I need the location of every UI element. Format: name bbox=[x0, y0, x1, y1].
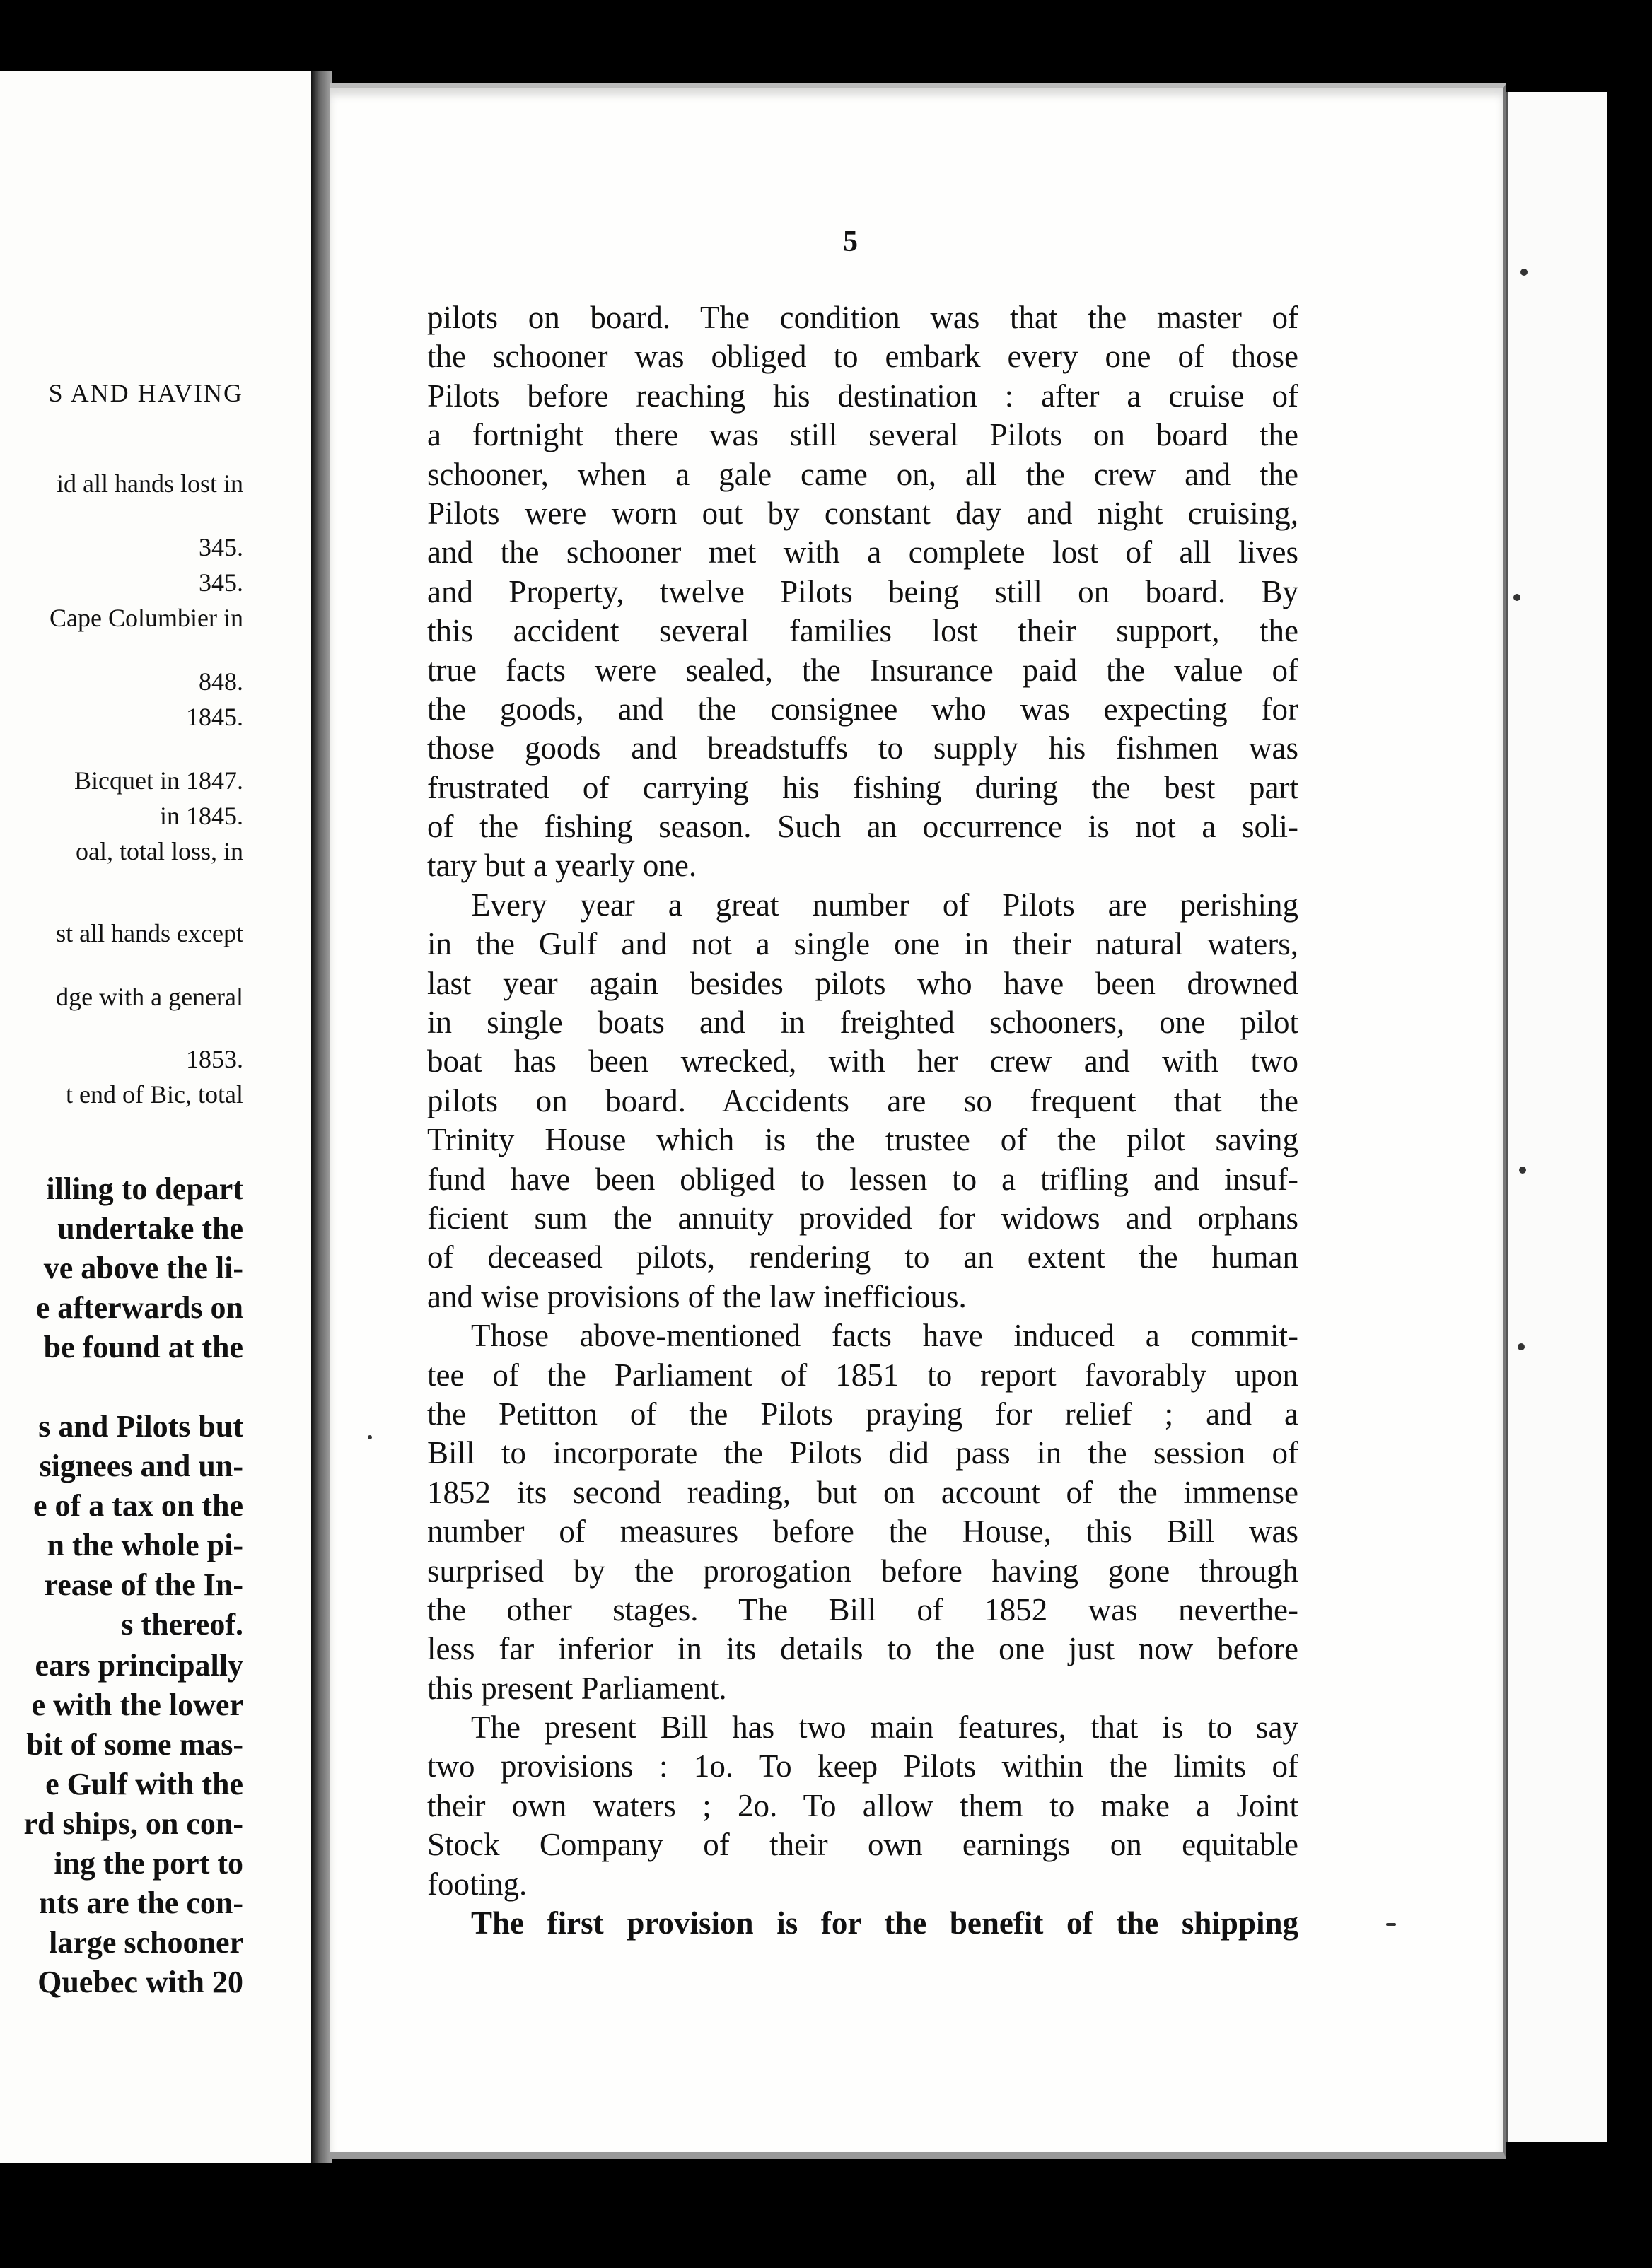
text-line: their own waters ; 2o. To allow them to make a Joint bbox=[427, 1787, 1298, 1823]
text-line: in single boats and in freighted schooners, one pilot bbox=[427, 1005, 1298, 1041]
text-line: of the fishing season. Such an occurrence is not a soli- bbox=[427, 809, 1298, 845]
left-line: e with the lower bbox=[31, 1688, 243, 1722]
text-line: Pilots before reaching his destination : after a cruise of bbox=[427, 378, 1298, 414]
right-page-edge bbox=[1506, 92, 1607, 2142]
text-line: and Property, twelve Pilots being still on board. By bbox=[427, 573, 1298, 609]
left-line: ears principally bbox=[35, 1648, 243, 1683]
left-line: id all hands lost in bbox=[57, 469, 243, 498]
text-line: in the Gulf and not a single one in their natural waters, bbox=[427, 926, 1298, 962]
left-line: S AND HAVING bbox=[48, 379, 243, 407]
left-line: e Gulf with the bbox=[45, 1767, 243, 1801]
left-line: ve above the li- bbox=[43, 1251, 243, 1285]
text-line: the other stages. The Bill of 1852 was neverthe- bbox=[427, 1591, 1298, 1627]
text-line: number of measures before the House, this Bill was bbox=[427, 1514, 1298, 1550]
left-line: n the whole pi- bbox=[47, 1528, 243, 1562]
left-line: illing to depart bbox=[46, 1171, 243, 1206]
text-line: Pilots were worn out by constant day and night cruising, bbox=[427, 495, 1298, 531]
text-line: and the schooner met with a complete lost of all lives bbox=[427, 534, 1298, 571]
body-text bbox=[427, 298, 1298, 1943]
left-line: 1845. bbox=[186, 703, 243, 731]
text-line: boat has been wrecked, with her crew and with two bbox=[427, 1044, 1298, 1080]
text-line: tary but a yearly one. bbox=[427, 848, 697, 884]
left-line: st all hands except bbox=[56, 919, 243, 947]
scan-speck bbox=[1386, 1923, 1396, 1926]
left-line: dge with a general bbox=[56, 983, 243, 1011]
left-line: bit of some mas- bbox=[26, 1727, 243, 1762]
left-line: t end of Bic, total bbox=[66, 1080, 243, 1109]
left-line: Cape Columbier in bbox=[50, 604, 243, 632]
scan-speck bbox=[1520, 269, 1528, 276]
text-line: two provisions : 1o. To keep Pilots within the limits of bbox=[427, 1748, 1298, 1784]
text-line: pilots on board. Accidents are so frequent that the bbox=[427, 1082, 1298, 1118]
left-line: s thereof. bbox=[121, 1607, 243, 1642]
text-line: Bill to incorporate the Pilots did pass in the session of bbox=[427, 1435, 1298, 1471]
left-line: s and Pilots but bbox=[38, 1409, 243, 1444]
left-line: oal, total loss, in bbox=[76, 837, 243, 865]
text-line: schooner, when a gale came on, all the crew and the bbox=[427, 456, 1298, 492]
text-line: true facts were sealed, the Insurance paid the value of bbox=[427, 652, 1298, 688]
left-line: be found at the bbox=[43, 1330, 243, 1364]
text-line: pilots on board. The condition was that the master of bbox=[427, 300, 1298, 335]
left-line: Bicquet in 1847. bbox=[74, 766, 243, 795]
left-line: signees and un- bbox=[39, 1449, 243, 1483]
text-line: this present Parliament. bbox=[427, 1670, 727, 1706]
text-line: ficient sum the annuity provided for widows and orphans bbox=[427, 1200, 1298, 1236]
left-line: large schooner bbox=[49, 1925, 243, 1960]
text-line: this accident several families lost their support, the bbox=[427, 613, 1298, 649]
text-line: of deceased pilots, rendering to an extent the human bbox=[427, 1239, 1298, 1275]
text-line: tee of the Parliament of 1851 to report favorably upon bbox=[427, 1357, 1298, 1393]
text-line: Those above-mentioned facts have induced a commit- bbox=[471, 1318, 1298, 1354]
text-line: Stock Company of their own earnings on equitable bbox=[427, 1827, 1298, 1863]
text-line: footing. bbox=[427, 1866, 528, 1902]
text-line: surprised by the prorogation before having gone through bbox=[427, 1553, 1298, 1589]
left-line: 1853. bbox=[186, 1045, 243, 1073]
left-facing-page bbox=[0, 71, 313, 2163]
text-line: fund have been obliged to lessen to a trifling and insuf- bbox=[427, 1161, 1298, 1197]
left-line: e of a tax on the bbox=[33, 1488, 243, 1523]
page-number: 5 bbox=[843, 226, 858, 258]
text-line: the Petitton of the Pilots praying for relief ; and a bbox=[427, 1396, 1298, 1432]
left-line: Quebec with 20 bbox=[37, 1965, 243, 1999]
text-line: those goods and breadstuffs to supply his fishmen was bbox=[427, 730, 1298, 766]
text-line: Every year a great number of Pilots are perishing bbox=[471, 887, 1298, 923]
scan-speck bbox=[1519, 1167, 1526, 1174]
scan-speck bbox=[368, 1435, 372, 1439]
left-line: nts are the con- bbox=[39, 1886, 243, 1920]
left-line: 848. bbox=[199, 667, 243, 696]
left-line: 345. bbox=[199, 533, 243, 561]
text-line: less far inferior in its details to the one just now before bbox=[427, 1631, 1298, 1667]
left-line: e afterwards on bbox=[35, 1290, 243, 1325]
left-line: undertake the bbox=[57, 1211, 243, 1246]
left-line: rd ships, on con- bbox=[23, 1806, 243, 1841]
text-line: a fortnight there was still several Pilots on board the bbox=[427, 417, 1298, 453]
text-line: Trinity House which is the trustee of the pilot saving bbox=[427, 1122, 1298, 1158]
left-line: 345. bbox=[199, 568, 243, 597]
left-line: ing the port to bbox=[54, 1846, 243, 1881]
text-line: last year again besides pilots who have been drowned bbox=[427, 965, 1298, 1001]
text-line: The present Bill has two main features, that is to say bbox=[471, 1709, 1298, 1746]
scan-speck bbox=[1518, 1343, 1525, 1350]
text-line: the goods, and the consignee who was expecting for bbox=[427, 691, 1298, 727]
text-line: and wise provisions of the law inefficious. bbox=[427, 1278, 967, 1314]
text-line: frustrated of carrying his fishing during the best part bbox=[427, 769, 1298, 805]
left-line: rease of the In- bbox=[44, 1567, 243, 1602]
text-line: 1852 its second reading, but on account of the immense bbox=[427, 1474, 1298, 1510]
left-line: in 1845. bbox=[159, 802, 243, 830]
text-line: The first provision is for the benefit of the shipping bbox=[471, 1905, 1298, 1941]
scan-speck bbox=[1513, 594, 1520, 601]
text-line: the schooner was obliged to embark every one of those bbox=[427, 339, 1298, 375]
